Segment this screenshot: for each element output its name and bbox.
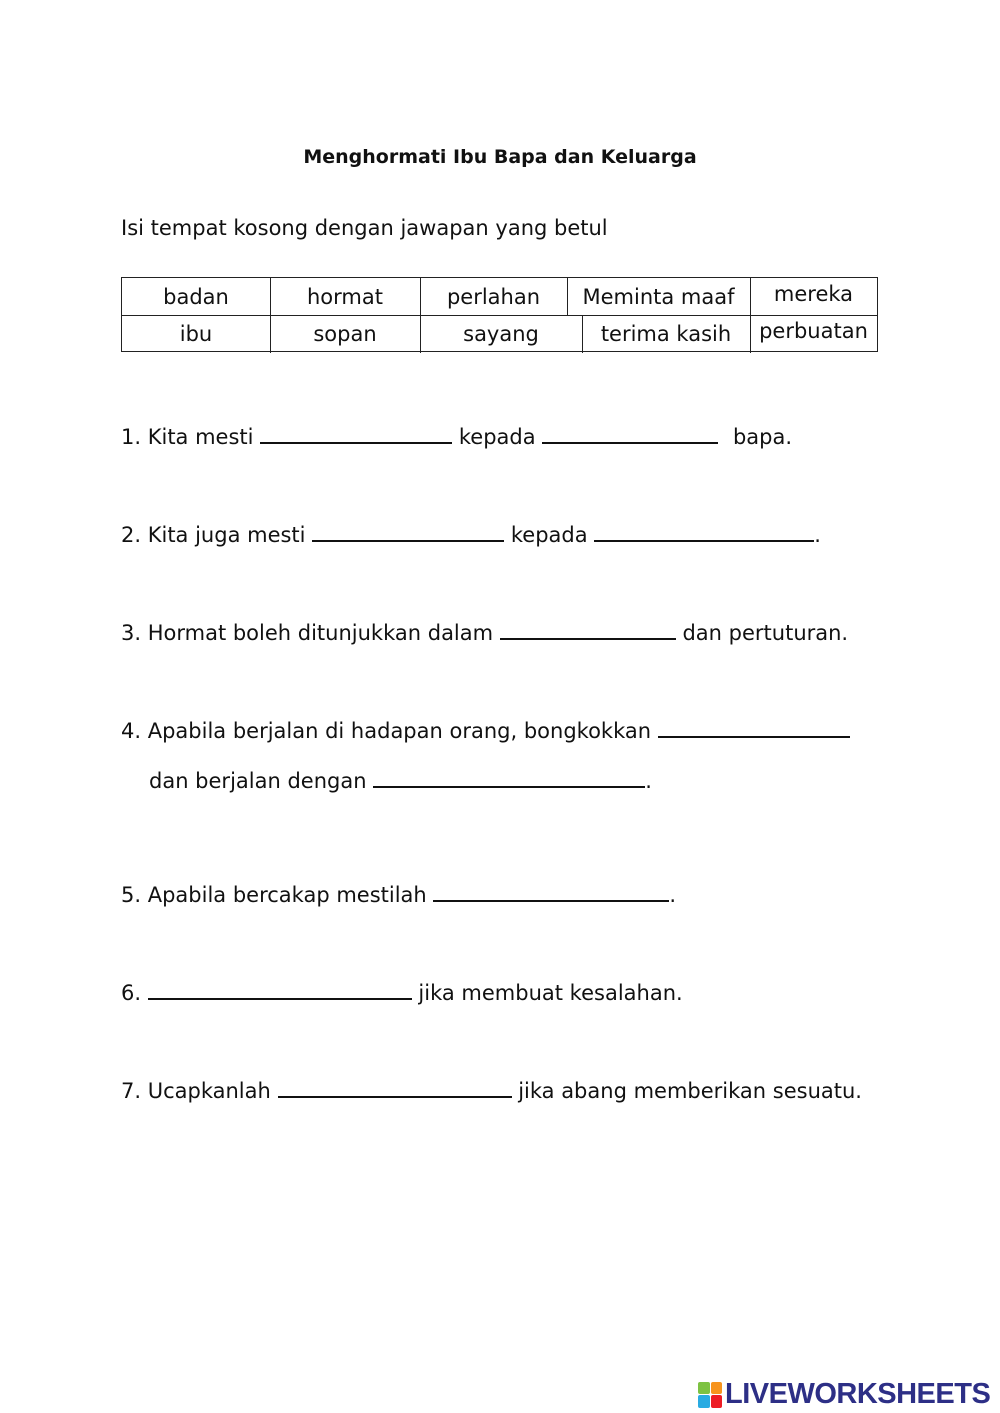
- answer-blank[interactable]: [433, 876, 669, 902]
- question-text: jika abang memberikan sesuatu.: [518, 1079, 862, 1103]
- question-text: .: [669, 883, 677, 907]
- question-text: 5. Apabila bercakap mestilah: [121, 883, 427, 907]
- answer-blank[interactable]: [594, 516, 814, 542]
- answer-blank[interactable]: [658, 712, 850, 738]
- question-6: [121, 974, 683, 1005]
- word-bank-word: perlahan: [446, 284, 541, 309]
- word-bank-word: sopan: [313, 322, 377, 346]
- answer-blank[interactable]: [278, 1072, 512, 1098]
- word-bank-word: perbuatan: [759, 319, 868, 343]
- question-1: [121, 418, 792, 449]
- word-bank-word: sayang: [463, 322, 539, 346]
- word-bank-word: badan: [163, 284, 229, 309]
- question-text: 4. Apabila berjalan di hadapan orang, bongkokkan: [121, 719, 652, 743]
- question-text: bapa.: [732, 425, 793, 449]
- question-4: [121, 712, 850, 743]
- question-text: .: [645, 769, 652, 793]
- question-text: 1. Kita mesti: [121, 425, 254, 449]
- question-5: [121, 876, 676, 907]
- question-7: [121, 1072, 862, 1103]
- word-bank-word: terima kasih: [600, 322, 732, 346]
- answer-blank[interactable]: [260, 418, 452, 444]
- question-text: 3. Hormat boleh ditunjukkan dalam: [121, 621, 494, 645]
- answer-blank[interactable]: [148, 974, 412, 1000]
- question-3: [121, 614, 848, 645]
- word-bank-word: Meminta maaf: [582, 284, 735, 309]
- word-bank-table: [121, 277, 878, 352]
- worksheet-title: Menghormati Ibu Bapa dan Keluarga: [303, 146, 697, 168]
- question-text: dan berjalan dengan: [149, 769, 367, 793]
- question-text: 2. Kita juga mesti: [121, 523, 306, 547]
- question-text: dan pertuturan.: [682, 621, 849, 645]
- word-bank-word: hormat: [307, 284, 383, 309]
- question-text: 6.: [121, 981, 142, 1005]
- question-2: [121, 516, 821, 547]
- question-4-continued: [149, 762, 652, 793]
- answer-blank[interactable]: [373, 762, 645, 788]
- answer-blank[interactable]: [500, 614, 676, 640]
- word-bank-word: ibu: [179, 322, 213, 346]
- question-text: jika membuat kesalahan.: [418, 981, 683, 1005]
- instruction-text: Isi tempat kosong dengan jawapan yang betul: [121, 216, 608, 240]
- question-text: kepada: [510, 523, 588, 547]
- question-text: kepada: [458, 425, 536, 449]
- answer-blank[interactable]: [312, 516, 504, 542]
- answer-blank[interactable]: [542, 418, 718, 444]
- liveworksheets-logo-icon: [698, 1382, 722, 1408]
- logo-text: LIVEWORKSHEETS: [725, 1378, 991, 1410]
- question-text: 7. Ucapkanlah: [121, 1079, 271, 1103]
- question-text: .: [814, 523, 821, 547]
- word-bank-word: mereka: [773, 281, 854, 306]
- liveworksheets-logo[interactable]: [698, 1378, 990, 1411]
